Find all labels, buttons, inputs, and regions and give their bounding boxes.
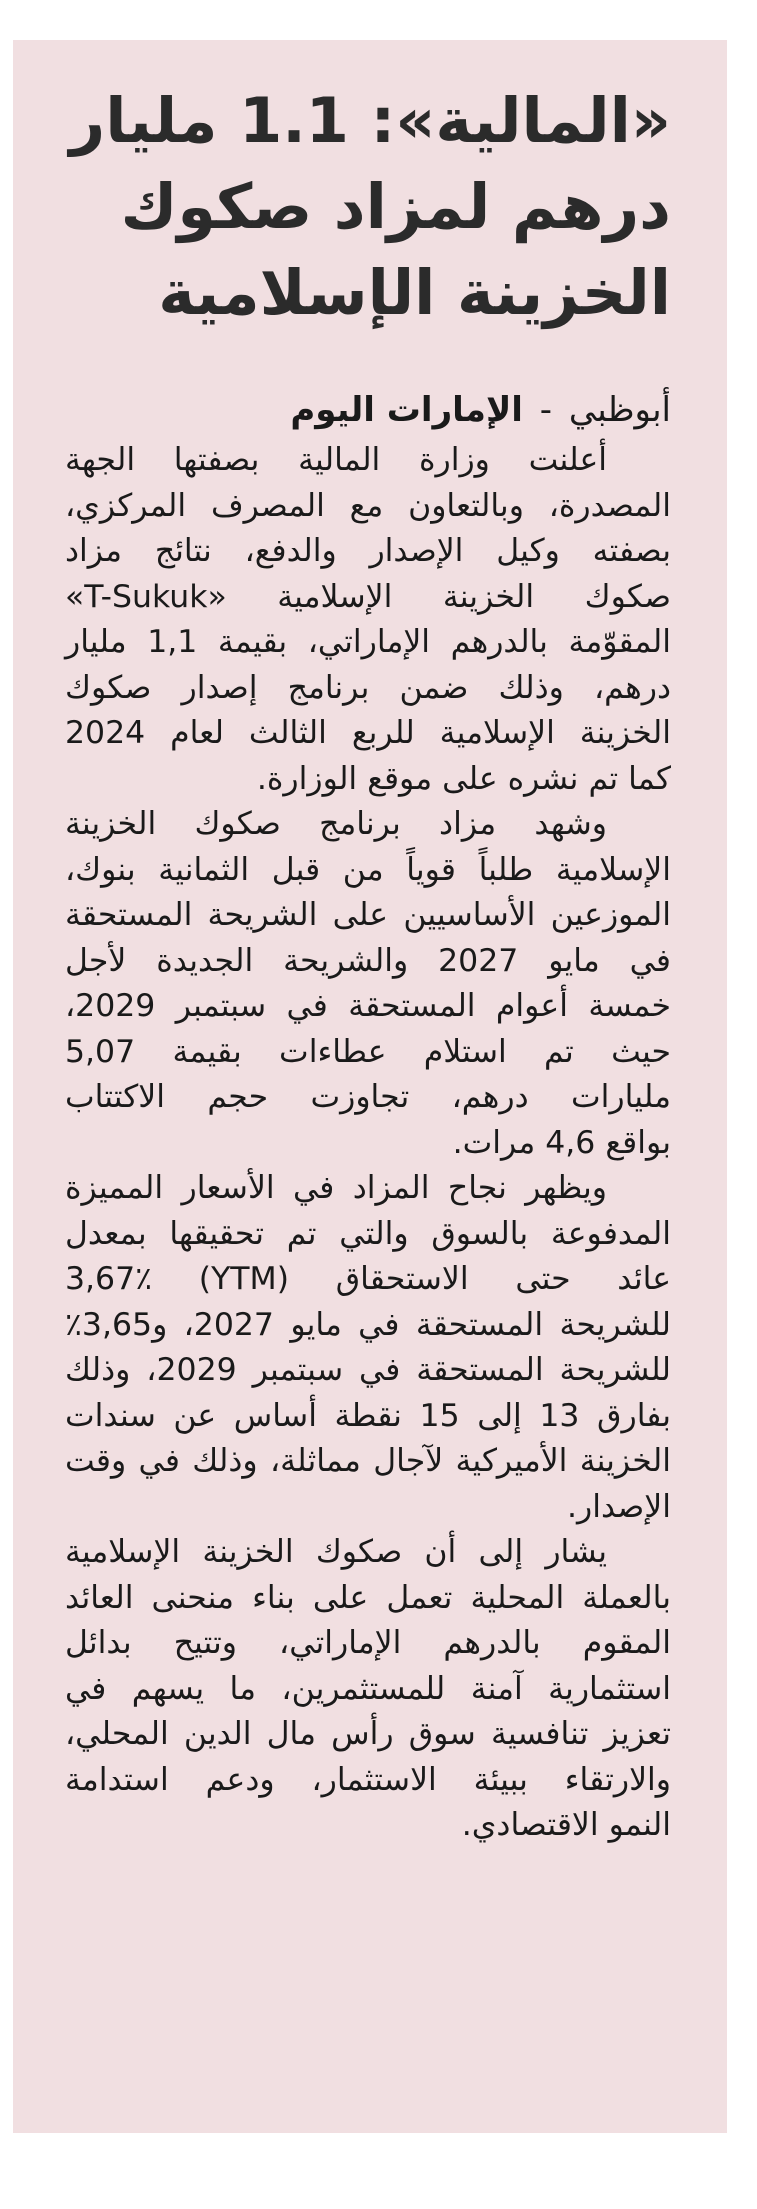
byline-city: أبوظبي — [568, 390, 671, 430]
text-line: خمسة أعوام المستحقة في سبتمبر 2029، — [65, 988, 671, 1024]
text-line: المدفوعة بالسوق والتي تم تحقيقها بمعدل — [65, 1215, 671, 1252]
text-line: كما تم نشره على موقع الوزارة. — [256, 760, 671, 797]
text-line: النمو الاقتصادي. — [461, 1807, 671, 1843]
byline — [65, 388, 671, 432]
text-line: المقوم بالدرهم الإماراتي، وتتيح بدائل — [65, 1625, 671, 1661]
text-line: للشريحة المستحقة في سبتمبر 2029، وذلك — [65, 1352, 671, 1388]
text-line: أعلنت وزارة المالية بصفتها الجهة — [65, 442, 607, 478]
text-line: الإصدار. — [567, 1488, 671, 1525]
text-line: بواقع 4,6 مرات. — [452, 1124, 671, 1161]
text-line: والارتقاء ببيئة الاستثمار، ودعم استدامة — [65, 1761, 671, 1798]
headline-line: درهم لمزاد صكوك — [120, 170, 671, 243]
byline-source: الإمارات اليوم — [290, 390, 523, 430]
text-line: الموزعين الأساسيين على الشريحة المستحقة — [65, 897, 671, 933]
text-line: الإسلامية طلباً قوياً من قبل الثمانية بنوك، — [65, 851, 671, 888]
text-line: بصفته وكيل الإصدار والدفع، نتائج مزاد — [65, 533, 671, 569]
text-line: في مايو 2027 والشريحة الجديدة لأجل — [65, 942, 671, 979]
text-line: الخزينة الإسلامية للربع الثالث لعام 2024 — [65, 715, 671, 751]
article-headline — [65, 78, 671, 336]
headline-line: «المالية»: 1.1 مليار — [69, 84, 671, 157]
paragraph — [65, 802, 671, 1166]
paragraph — [65, 1530, 671, 1849]
text-line: للشريحة المستحقة في مايو 2027، و3,65٪ — [65, 1306, 671, 1343]
text-line: المقوّمة بالدرهم الإماراتي، بقيمة 1,1 مليار — [65, 624, 671, 660]
article-body — [65, 438, 671, 1849]
text-line: تعزيز تنافسية سوق رأس مال الدين المحلي، — [65, 1716, 671, 1752]
text-line: الخزينة الأميركية لآجال مماثلة، وذلك في وقت — [65, 1443, 671, 1479]
text-line: صكوك الخزينة الإسلامية «T-Sukuk» — [65, 578, 671, 615]
text-line: مليارات درهم، تجاوزت حجم الاكتتاب — [65, 1079, 671, 1115]
text-line: المصدرة، وبالتعاون مع المصرف المركزي، — [65, 487, 671, 524]
text-line: بفارق 13 إلى 15 نقطة أساس عن سندات — [65, 1397, 671, 1434]
paragraph — [65, 438, 671, 802]
byline-separator: - — [539, 390, 553, 430]
text-line: بالعملة المحلية تعمل على بناء منحنى العائد — [65, 1579, 671, 1616]
article-panel — [13, 40, 727, 2133]
text-line: ويظهر نجاح المزاد في الأسعار المميزة — [65, 1170, 607, 1206]
text-line: استثمارية آمنة للمستثمرين، ما يسهم في — [65, 1670, 671, 1707]
text-line: حيث تم استلام عطاءات بقيمة 5,07 — [65, 1033, 671, 1070]
headline-line: الخزينة الإسلامية — [158, 256, 671, 329]
text-line: عائد حتى الاستحقاق (YTM) 3,67٪ — [65, 1261, 671, 1297]
text-line: وشهد مزاد برنامج صكوك الخزينة — [65, 806, 607, 842]
text-line: درهم، وذلك ضمن برنامج إصدار صكوك — [65, 669, 671, 706]
paragraph — [65, 1166, 671, 1530]
text-line: يشار إلى أن صكوك الخزينة الإسلامية — [65, 1534, 607, 1570]
